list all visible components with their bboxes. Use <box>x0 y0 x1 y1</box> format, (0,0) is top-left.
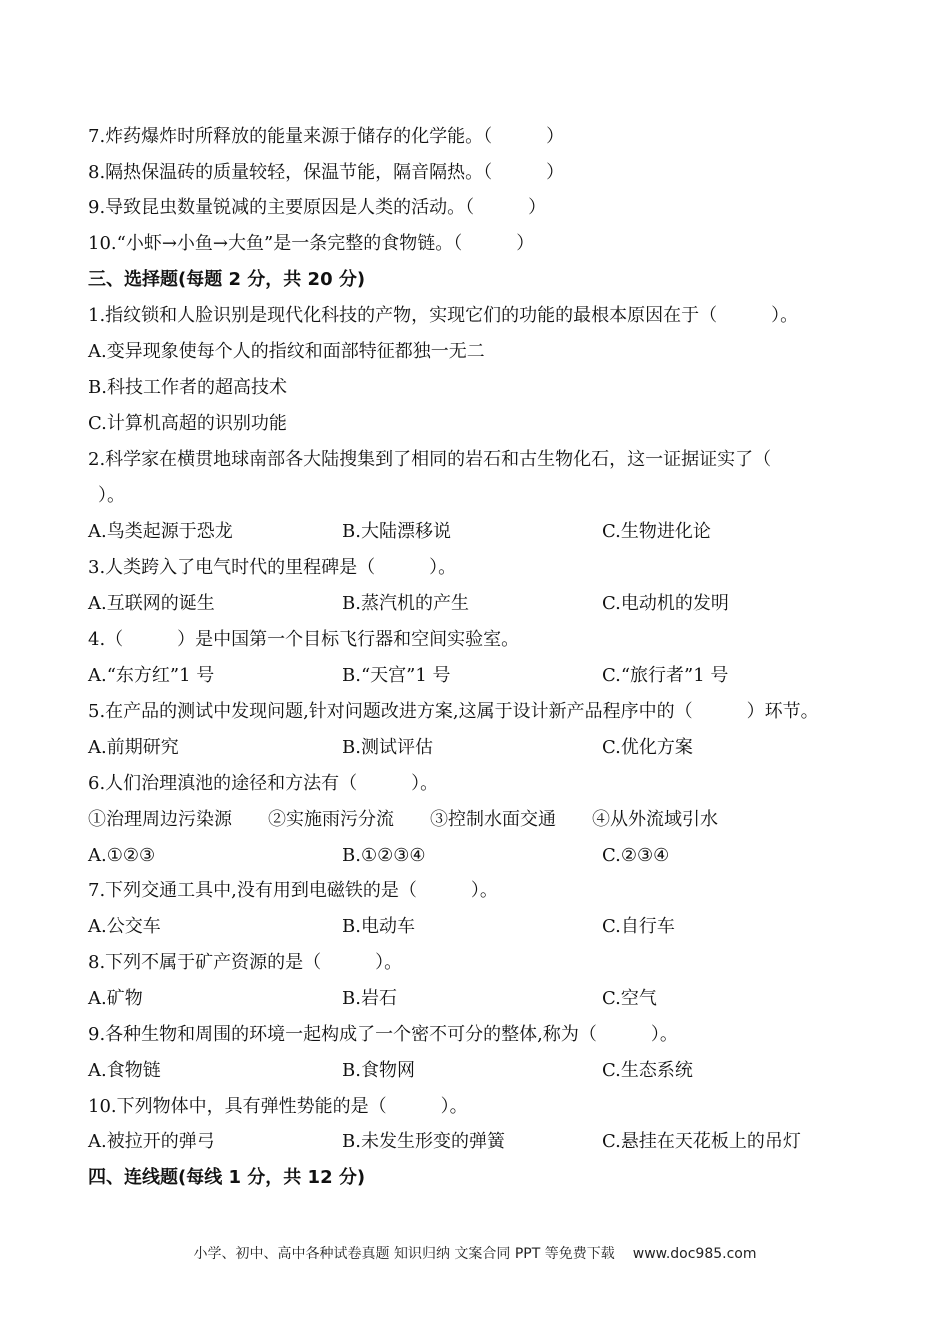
question-8-option-a: A.矿物 <box>88 988 143 1009</box>
question-3-option-c: C.电动机的发明 <box>602 593 729 614</box>
question-1-option-b: B.科技工作者的超高技术 <box>88 377 287 398</box>
question-7-option-c: C.自行车 <box>602 916 675 937</box>
question-7-options <box>88 915 910 939</box>
question-8-option-c: C.空气 <box>602 988 657 1009</box>
question-9-option-b: B.食物网 <box>342 1060 415 1081</box>
question-9-stem: 9.各种生物和周围的环境一起构成了一个密不可分的整体,称为（ ）。 <box>88 1024 678 1045</box>
section-four-title: 四、连线题(每线 1 分，共 12 分) <box>88 1167 366 1188</box>
question-1-option-c: C.计算机高超的识别功能 <box>88 413 287 434</box>
question-3-stem: 3.人类跨入了电气时代的里程碑是（ ）。 <box>88 557 457 578</box>
question-6-option-b: B.①②③④ <box>342 845 426 866</box>
question-6-measure-3: ③控制水面交通 <box>430 809 556 830</box>
question-6-stem: 6.人们治理滇池的途径和方法有（ ）。 <box>88 773 439 794</box>
question-1-stem: 1.指纹锁和人脸识别是现代化科技的产物，实现它们的功能的最根本原因在于（ ）。 <box>88 305 799 326</box>
question-2-option-a: A.鸟类起源于恐龙 <box>88 521 233 542</box>
question-2-option-c: C.生物进化论 <box>602 521 711 542</box>
question-2-stem: 2.科学家在横贯地球南部各大陆搜集到了相同的岩石和古生物化石，这一证据证实了（ <box>88 449 772 470</box>
question-1-option-a: A.变异现象使每个人的指纹和面部特征都独一无二 <box>88 341 485 362</box>
question-9-option-a: A.食物链 <box>88 1060 161 1081</box>
question-2-option-b: B.大陆漂移说 <box>342 521 451 542</box>
footer-url[interactable]: www.doc985.com <box>632 1246 757 1262</box>
question-6-measures <box>88 808 910 832</box>
question-6-measure-2: ②实施雨污分流 <box>268 809 394 830</box>
question-8-stem: 8.下列不属于矿产资源的是（ ）。 <box>88 952 403 973</box>
question-10-stem: 10.下列物体中，具有弹性势能的是（ ）。 <box>88 1096 468 1117</box>
question-7-option-b: B.电动车 <box>342 916 415 937</box>
judge-item-9: 9.导致昆虫数量锐减的主要原因是人类的活动。（ ） <box>88 197 547 218</box>
question-6-option-c: C.②③④ <box>602 845 670 866</box>
question-2-options <box>88 520 910 544</box>
question-3-options <box>88 592 910 616</box>
question-7-stem: 7.下列交通工具中,没有用到电磁铁的是（ ）。 <box>88 880 498 901</box>
question-3-option-b: B.蒸汽机的产生 <box>342 593 469 614</box>
question-4-options <box>88 664 910 688</box>
section-three-title: 三、选择题(每题 2 分，共 20 分) <box>88 269 366 290</box>
question-4-option-b: B.“天宫”1 号 <box>342 665 451 686</box>
question-6-option-a: A.①②③ <box>88 845 156 866</box>
question-10-option-c: C.悬挂在天花板上的吊灯 <box>602 1131 801 1152</box>
judge-item-7: 7.炸药爆炸时所释放的能量来源于储存的化学能。（ ） <box>88 126 565 147</box>
question-4-option-a: A.“东方红”1 号 <box>88 665 215 686</box>
question-5-stem: 5.在产品的测试中发现问题,针对问题改进方案,这属于设计新产品程序中的（ ）环节。 <box>88 701 819 722</box>
question-5-option-a: A.前期研究 <box>88 737 179 758</box>
question-3-option-a: A.互联网的诞生 <box>88 593 215 614</box>
question-10-option-a: A.被拉开的弹弓 <box>88 1131 215 1152</box>
question-4-option-c: C.“旅行者”1 号 <box>602 665 729 686</box>
judge-item-8: 8.隔热保温砖的质量较轻，保温节能，隔音隔热。（ ） <box>88 162 565 183</box>
question-8-options <box>88 987 910 1011</box>
question-6-measure-4: ④从外流域引水 <box>592 809 718 830</box>
question-4-stem: 4.（ ）是中国第一个目标飞行器和空间实验室。 <box>88 629 520 650</box>
question-6-options <box>88 844 910 868</box>
question-7-option-a: A.公交车 <box>88 916 161 937</box>
question-9-option-c: C.生态系统 <box>602 1060 693 1081</box>
question-6-measure-1: ①治理周边污染源 <box>88 809 232 830</box>
question-5-option-b: B.测试评估 <box>342 737 433 758</box>
question-5-option-c: C.优化方案 <box>602 737 693 758</box>
question-10-option-b: B.未发生形变的弹簧 <box>342 1131 505 1152</box>
judge-item-10: 10.“小虾→小鱼→大鱼”是一条完整的食物链。（ ） <box>88 233 535 254</box>
question-10-options <box>88 1130 910 1154</box>
question-2-stem-continued: ）。 <box>98 485 125 506</box>
question-9-options <box>88 1059 910 1083</box>
question-5-options <box>88 736 910 760</box>
page-footer <box>0 1243 950 1263</box>
footer-text: 小学、初中、高中各种试卷真题 知识归纳 文案合同 PPT 等免费下载 <box>193 1246 615 1262</box>
question-8-option-b: B.岩石 <box>342 988 397 1009</box>
